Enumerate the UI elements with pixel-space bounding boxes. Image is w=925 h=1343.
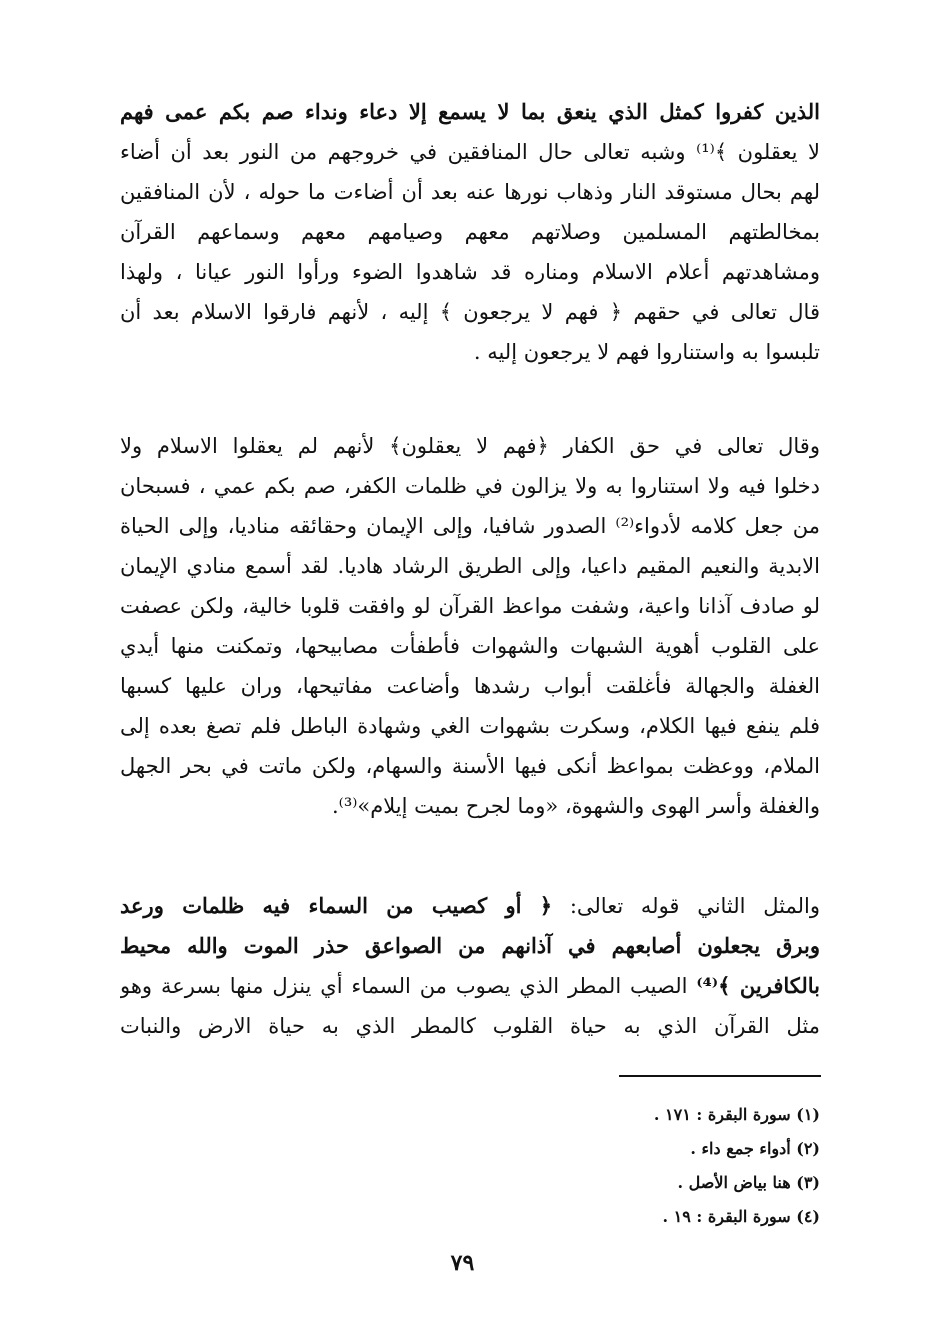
text-line: قال تعالى في حقهم ﴿ فهم لا يرجعون ﴾ إليه ، لأنهم فارقوا الاسلام بعد أن bbox=[120, 300, 820, 324]
text-line: لا يعقلون ﴾⁽¹⁾ وشبه تعالى حال المنافقين في خروجهم من النور بعد أن أضاء bbox=[120, 140, 820, 164]
text-line: فلم ينفع فيها الكلام، وسكرت بشهوات الغي وشهادة الباطل فلم تصغ بعده إلى bbox=[120, 714, 820, 738]
text-run: والمثل الثاني قوله تعالى: bbox=[552, 894, 820, 918]
text-line: لو صادف آذانا واعية، وشفت مواعظ القرآن لو وافقت قلوبا خالية، ولكن عصفت bbox=[120, 594, 820, 618]
text-line: دخلوا فيه ولا استناروا به ولا يزالون في ظلمات الكفر، صم بكم عمي ، فسبحان bbox=[120, 474, 820, 498]
footnote: (١) سورة البقرة : ١٧١ . bbox=[653, 1105, 820, 1124]
quran-quote: وبرق يجعلون أصابعهم في آذانهم من الصواعق حذر الموت والله محيط bbox=[120, 933, 820, 958]
paragraph-1 bbox=[120, 92, 820, 372]
quran-quote: ﴿ أو كصيب من السماء فيه ظلمات ورعد bbox=[120, 893, 553, 918]
text-line: تلبسوا به واستناروا فهم لا يرجعون إليه . bbox=[473, 340, 820, 364]
text-line: ومشاهدتهم أعلام الاسلام ومناره قد شاهدوا الضوء ورأوا النور عيانا ، ولهذا bbox=[120, 260, 820, 284]
text-line bbox=[120, 886, 820, 926]
text-line: من جعل كلامه لأدواء⁽²⁾ الصدور شافيا، وإلى الإيمان وحقائقه مناديا، وإلى الحياة bbox=[120, 514, 820, 538]
text-line: على القلوب أهوية الشبهات والشهوات فأطفأت مصابيحها، وتمكنت منها أيدي bbox=[120, 634, 820, 658]
text-line: الملام، ووعظت بمواعظ أنكى فيها الأسنة والسهام، ولكن ماتت في بحر الجهل bbox=[120, 754, 820, 778]
footnote-divider bbox=[619, 1075, 821, 1077]
footnote: (٤) سورة البقرة : ١٩ . bbox=[662, 1207, 820, 1226]
text-line bbox=[120, 966, 820, 1006]
paragraph-2 bbox=[120, 426, 820, 826]
text-line: الذين كفروا كمثل الذي ينعق بما لا يسمع إلا دعاء ونداء صم بكم عمى فهم bbox=[120, 99, 820, 124]
text-line: والغفلة وأسر الهوى والشهوة، «وما لجرح بميت إيلام»⁽³⁾. bbox=[332, 794, 820, 818]
paragraph-3 bbox=[120, 886, 820, 1046]
footnotes bbox=[520, 1098, 820, 1234]
text-line: وقال تعالى في حق الكفار ﴿فهم لا يعقلون﴾ لأنهم لم يعقلوا الاسلام ولا bbox=[120, 434, 820, 458]
text-line: الغفلة والجهالة فأغلقت أبواب رشدها وأضاعت مفاتيحها، وران عليها كسبها bbox=[120, 674, 820, 698]
text-line: بمخالطتهم المسلمين وصلاتهم معهم وصيامهم معهم وسماعهم القرآن bbox=[120, 220, 820, 244]
quran-quote: بالكافرين ﴾⁽⁴⁾ bbox=[696, 973, 820, 998]
text-run: الصيب المطر الذي يصوب من السماء أي ينزل منها بسرعة وهو bbox=[120, 974, 697, 998]
page-number: ٧٩ bbox=[450, 1250, 475, 1276]
footnote: (٣) هنا بياض الأصل . bbox=[677, 1173, 820, 1192]
text-line: الابدية والنعيم المقيم داعيا، وإلى الطريق الرشاد هاديا. لقد أسمع منادي الإيمان bbox=[120, 554, 820, 578]
text-line: مثل القرآن الذي به حياة القلوب كالمطر الذي به حياة الارض والنبات bbox=[120, 1014, 820, 1038]
footnote: (٢) أدواء جمع داء . bbox=[690, 1139, 820, 1158]
text-line: لهم بحال مستوقد النار وذهاب نورها عنه بعد أن أضاءت ما حوله ، لأن المنافقين bbox=[120, 180, 820, 204]
